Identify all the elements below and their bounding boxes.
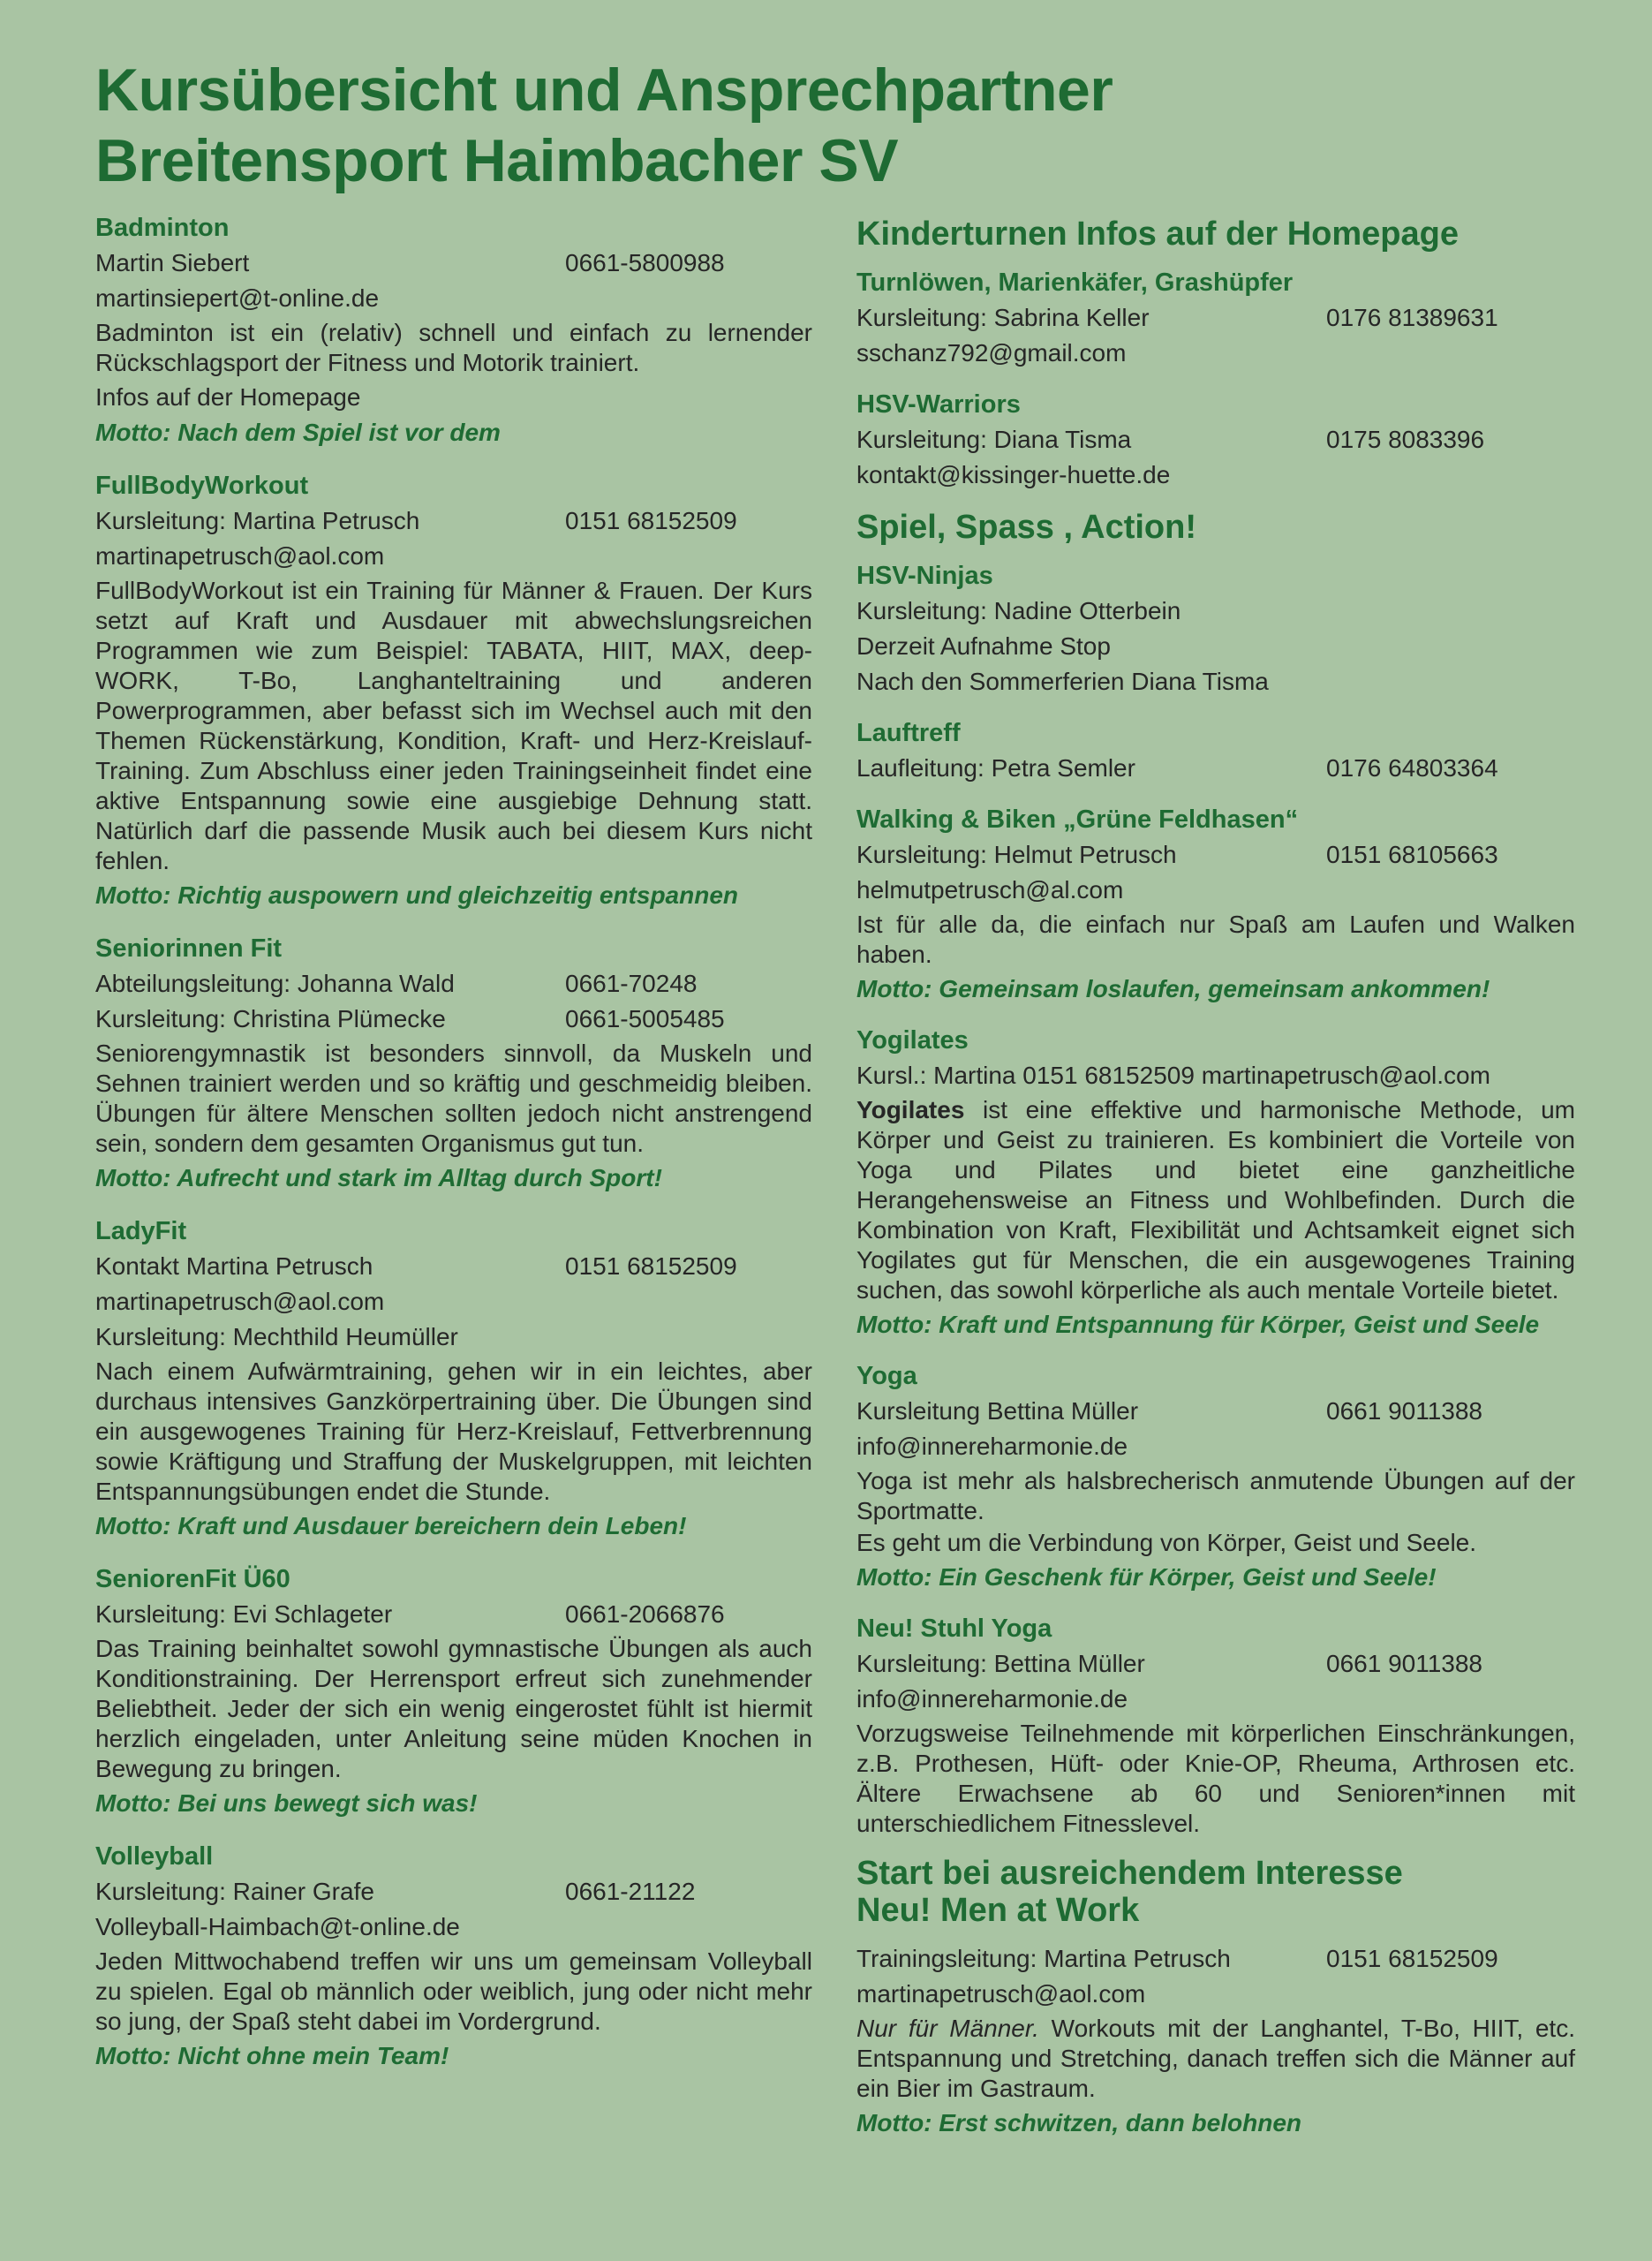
section-heading: Lauftreff: [856, 719, 961, 747]
contact-phone: 0661-5005485: [565, 1005, 725, 1032]
contact-name: Kursleitung: Helmut Petrusch: [856, 841, 1177, 868]
motto: Motto: Erst schwitzen, dann belohnen: [856, 2109, 1301, 2136]
contact-name: Kursleitung: Sabrina Keller: [856, 304, 1150, 331]
contact-phone: 0661-5800988: [565, 249, 725, 276]
start-heading: Start bei ausreichendem Interesse: [856, 1855, 1403, 1892]
contact-name: Kursleitung: Evi Schlageter: [95, 1600, 393, 1628]
motto: Motto: Nicht ohne mein Team!: [95, 2042, 449, 2069]
contact-line: [856, 300, 1575, 336]
right-column: [856, 212, 1575, 2157]
description-text: Workouts mit der Langhantel, T-Bo, HIIT, etc. Entspannung und Stretching, danach treffen sich die Männer auf ein Bier im Gastraum.: [856, 2015, 1575, 2102]
contact-line: [95, 246, 812, 281]
contact-line: Kursl.: Martina 0151 68152509 martinapetrusch@aol.com: [856, 1062, 1490, 1089]
contact-email: martinsiepert@t-online.de: [95, 284, 380, 312]
contact-line: [856, 1394, 1575, 1429]
section-yoga: [856, 1358, 1575, 1595]
description-text: ist eine effektive und harmonische Methode, um Körper und Geist zu trainieren. Es kombiniert die Vorteile von Yoga und Pilates und bietet eine ganzheitliche Herangehensweise an Fitness und Wohlbefinden. Durch die Kombination von Kraft, Flexibilität und Achtsamkeit eignet sich Yogilates gut für Menschen, die ein ausgewogenes Training suchen, das sowohl körperliche als auch mentale Vorteile bietet.: [856, 1096, 1575, 1304]
description: [856, 1095, 1575, 1305]
contact-phone: 0176 64803364: [1326, 754, 1498, 782]
section-seniorenfit-u60: [95, 1562, 812, 1821]
contact-line: [95, 966, 812, 1002]
contact-name: Kursleitung: Diana Tisma: [856, 426, 1132, 453]
section-heading: Badminton: [95, 214, 230, 242]
section-turnloewen: [856, 265, 1575, 371]
section-heading: FullBodyWorkout: [95, 472, 309, 500]
contact-email: martinapetrusch@aol.com: [95, 1288, 385, 1315]
motto: Motto: Aufrecht und stark im Alltag durch Sport!: [95, 1164, 662, 1191]
page-title: [95, 55, 1561, 196]
description: Badminton ist ein (relativ) schnell und einfach zu lernender Rückschlagsport der Fitness und Motorik trainiert.: [95, 319, 812, 376]
contact-name: Kursleitung: Rainer Grafe: [95, 1878, 374, 1905]
section-heading: Neu! Stuhl Yoga: [856, 1614, 1052, 1643]
section-heading: HSV-Ninjas: [856, 562, 993, 590]
contact-line: [95, 1002, 812, 1037]
contact-email: martinapetrusch@aol.com: [856, 1980, 1146, 2008]
section-heading: Volleyball: [95, 1842, 214, 1871]
left-column: [95, 210, 812, 2091]
contact-phone: 0661 9011388: [1326, 1397, 1482, 1425]
section-heading: HSV-Warriors: [856, 390, 1021, 419]
motto: Motto: Ein Geschenk für Körper, Geist und Seele!: [856, 1563, 1437, 1591]
contact-name: Martin Siebert: [95, 249, 250, 276]
description-extra: Infos auf der Homepage: [95, 383, 361, 411]
contact-email: martinapetrusch@aol.com: [95, 542, 385, 570]
contact-phone: 0661-2066876: [565, 1600, 725, 1628]
contact-email: info@innereharmonie.de: [856, 1685, 1128, 1713]
motto: Motto: Kraft und Entspannung für Körper, Geist und Seele: [856, 1311, 1540, 1338]
description: Ist für alle da, die einfach nur Spaß am Laufen und Walken haben.: [856, 911, 1575, 968]
section-yogilates: [856, 1023, 1575, 1342]
description-extra: Es geht um die Verbindung von Körper, Geist und Seele.: [856, 1529, 1477, 1556]
section-hsv-ninjas: [856, 558, 1575, 699]
contact-phone: 0151 68152509: [1326, 1945, 1498, 1972]
motto: Motto: Richtig auspowern und gleichzeitig entspannen: [95, 881, 738, 909]
motto: Motto: Bei uns bewegt sich was!: [95, 1789, 478, 1817]
contact-line: [856, 422, 1575, 457]
motto: Motto: Gemeinsam loslaufen, gemeinsam ankommen!: [856, 975, 1490, 1002]
description: [856, 2014, 1575, 2104]
course-leader: Kursleitung: Mechthild Heumüller: [95, 1323, 458, 1350]
description: Seniorengymnastik ist besonders sinnvoll, da Muskeln und Sehnen trainiert werden und so kräftig und geschmeidig bleiben. Übungen für ältere Menschen sollten jedoch nicht anstrengend sein, sondern dem gesamten Organismus gut tun.: [95, 1040, 812, 1157]
section-heading: Seniorinnen Fit: [95, 934, 283, 963]
contact-name: Kursleitung: Bettina Müller: [856, 1650, 1145, 1677]
section-heading: Turnlöwen, Marienkäfer, Grashüpfer: [856, 268, 1294, 297]
section-heading: Walking & Biken „Grüne Feldhasen“: [856, 805, 1299, 834]
section-walking: [856, 802, 1575, 1007]
description: FullBodyWorkout ist ein Training für Männer & Frauen. Der Kurs setzt auf Kraft und Ausdauer mit abwechslungsreichen Programmen wie zum Beispiel: TABATA, HIIT, MAX, deep-WORK, T-Bo, Langhanteltraining und anderen Powerprogrammen, aber befasst sich im Wechsel auch mit den Themen Rückenstärkung, Kondition, Kraft- und Herz-Kreislauf-Training. Zum Abschluss einer jeden Trainingseinheit findet eine aktive Entspannung sowie eine ausgiebige Dehnung statt. Natürlich darf die passende Musik auch bei diesem Kurs nicht fehlen.: [95, 577, 812, 874]
contact-phone: 0661 9011388: [1326, 1650, 1482, 1677]
section-lauftreff: [856, 715, 1575, 786]
info-line: Derzeit Aufnahme Stop: [856, 632, 1111, 660]
contact-name: Kontakt Martina Petrusch: [95, 1252, 373, 1280]
title-line-1: Kursübersicht und Ansprechpartner: [95, 57, 1113, 124]
description: Das Training beinhaltet sowohl gymnastische Übungen als auch Konditionstraining. Der Herrensport erfreut sich zunehmender Beliebtheit. Jeder der sich ein wenig eingerostet fühlt ist hiermit herzlich eingeladen, unter Anleitung seine müden Knochen in Bewegung zu bringen.: [95, 1635, 812, 1782]
contact-phone: 0661-70248: [565, 970, 698, 997]
section-fullbodyworkout: [95, 468, 812, 913]
contact-line: [95, 1597, 812, 1632]
contact-email: sschanz792@gmail.com: [856, 339, 1127, 367]
contact-phone: 0176 81389631: [1326, 304, 1498, 331]
contact-email: helmutpetrusch@al.com: [856, 876, 1124, 904]
section-badminton: [95, 210, 812, 450]
men-at-work-heading: Neu! Men at Work: [856, 1892, 1140, 1929]
spiel-heading: Spiel, Spass , Action!: [856, 509, 1197, 546]
section-men-at-work: [856, 1941, 1575, 2141]
contact-line: [856, 1646, 1575, 1682]
contact-phone: 0661-21122: [565, 1878, 696, 1905]
contact-phone: 0151 68152509: [565, 1252, 737, 1280]
info-line: Nach den Sommerferien Diana Tisma: [856, 668, 1269, 695]
section-seniorinnen-fit: [95, 931, 812, 1196]
description: Nach einem Aufwärmtraining, gehen wir in ein leichtes, aber durchaus intensives Ganzkörpertraining über. Die Übungen sind ein ausgewogenes Training für Herz-Kreislauf, Fettverbrennung sowie Kräftigung und Straffung der Muskelgruppen, mit leichten Entspannungsübungen endet die Stunde.: [95, 1357, 812, 1505]
contact-name: Abteilungsleitung: Johanna Wald: [95, 970, 455, 997]
description-italic: Nur für Männer.: [856, 2015, 1039, 2042]
section-volleyball: [95, 1839, 812, 2074]
description: Yoga ist mehr als halsbrecherisch anmutende Übungen auf der Sportmatte.: [856, 1467, 1575, 1524]
contact-phone: 0151 68152509: [565, 507, 737, 534]
motto: Motto: Nach dem Spiel ist vor dem: [95, 419, 501, 446]
description: Vorzugsweise Teilnehmende mit körperlichen Einschränkungen, z.B. Prothesen, Hüft- oder Knie-OP, Rheuma, Arthrosen etc. Ältere Erwachsene ab 60 und Senioren*innen mit unterschiedlichem Fitnesslevel.: [856, 1720, 1575, 1837]
description-bold: Yogilates: [856, 1096, 965, 1123]
description: Jeden Mittwochabend treffen wir uns um gemeinsam Volleyball zu spielen. Egal ob männlich oder weiblich, jung oder nicht mehr so jung, der Spaß steht dabei im Vordergrund.: [95, 1947, 812, 2035]
info-line: Kursleitung: Nadine Otterbein: [856, 597, 1181, 624]
contact-name: Kursleitung: Martina Petrusch: [95, 507, 420, 534]
contact-line: [95, 1874, 812, 1909]
contact-phone: 0175 8083396: [1326, 426, 1485, 453]
contact-name: Kursleitung: Christina Plümecke: [95, 1005, 446, 1032]
contact-line: [856, 837, 1575, 873]
contact-line: [95, 503, 812, 539]
section-stuhl-yoga: [856, 1611, 1575, 1839]
motto: Motto: Kraft und Ausdauer bereichern dein Leben!: [95, 1512, 687, 1539]
section-hsv-warriors: [856, 387, 1575, 493]
contact-email: kontakt@kissinger-huette.de: [856, 461, 1171, 488]
contact-name: Kursleitung Bettina Müller: [856, 1397, 1139, 1425]
title-line-2: Breitensport Haimbacher SV: [95, 127, 899, 194]
section-ladyfit: [95, 1214, 812, 1544]
contact-name: Laufleitung: Petra Semler: [856, 754, 1135, 782]
section-heading: LadyFit: [95, 1217, 187, 1245]
kinderturnen-heading: Kinderturnen Infos auf der Homepage: [856, 216, 1459, 253]
contact-line: [95, 1249, 812, 1284]
contact-line: [856, 751, 1575, 786]
contact-name: Trainingsleitung: Martina Petrusch: [856, 1945, 1231, 1972]
contact-email: info@innereharmonie.de: [856, 1433, 1128, 1460]
section-heading: SeniorenFit Ü60: [95, 1565, 290, 1593]
section-heading: Yogilates: [856, 1026, 969, 1055]
contact-phone: 0151 68105663: [1326, 841, 1498, 868]
section-heading: Yoga: [856, 1362, 917, 1390]
contact-email: Volleyball-Haimbach@t-online.de: [95, 1913, 460, 1940]
contact-line: [856, 1941, 1575, 1977]
